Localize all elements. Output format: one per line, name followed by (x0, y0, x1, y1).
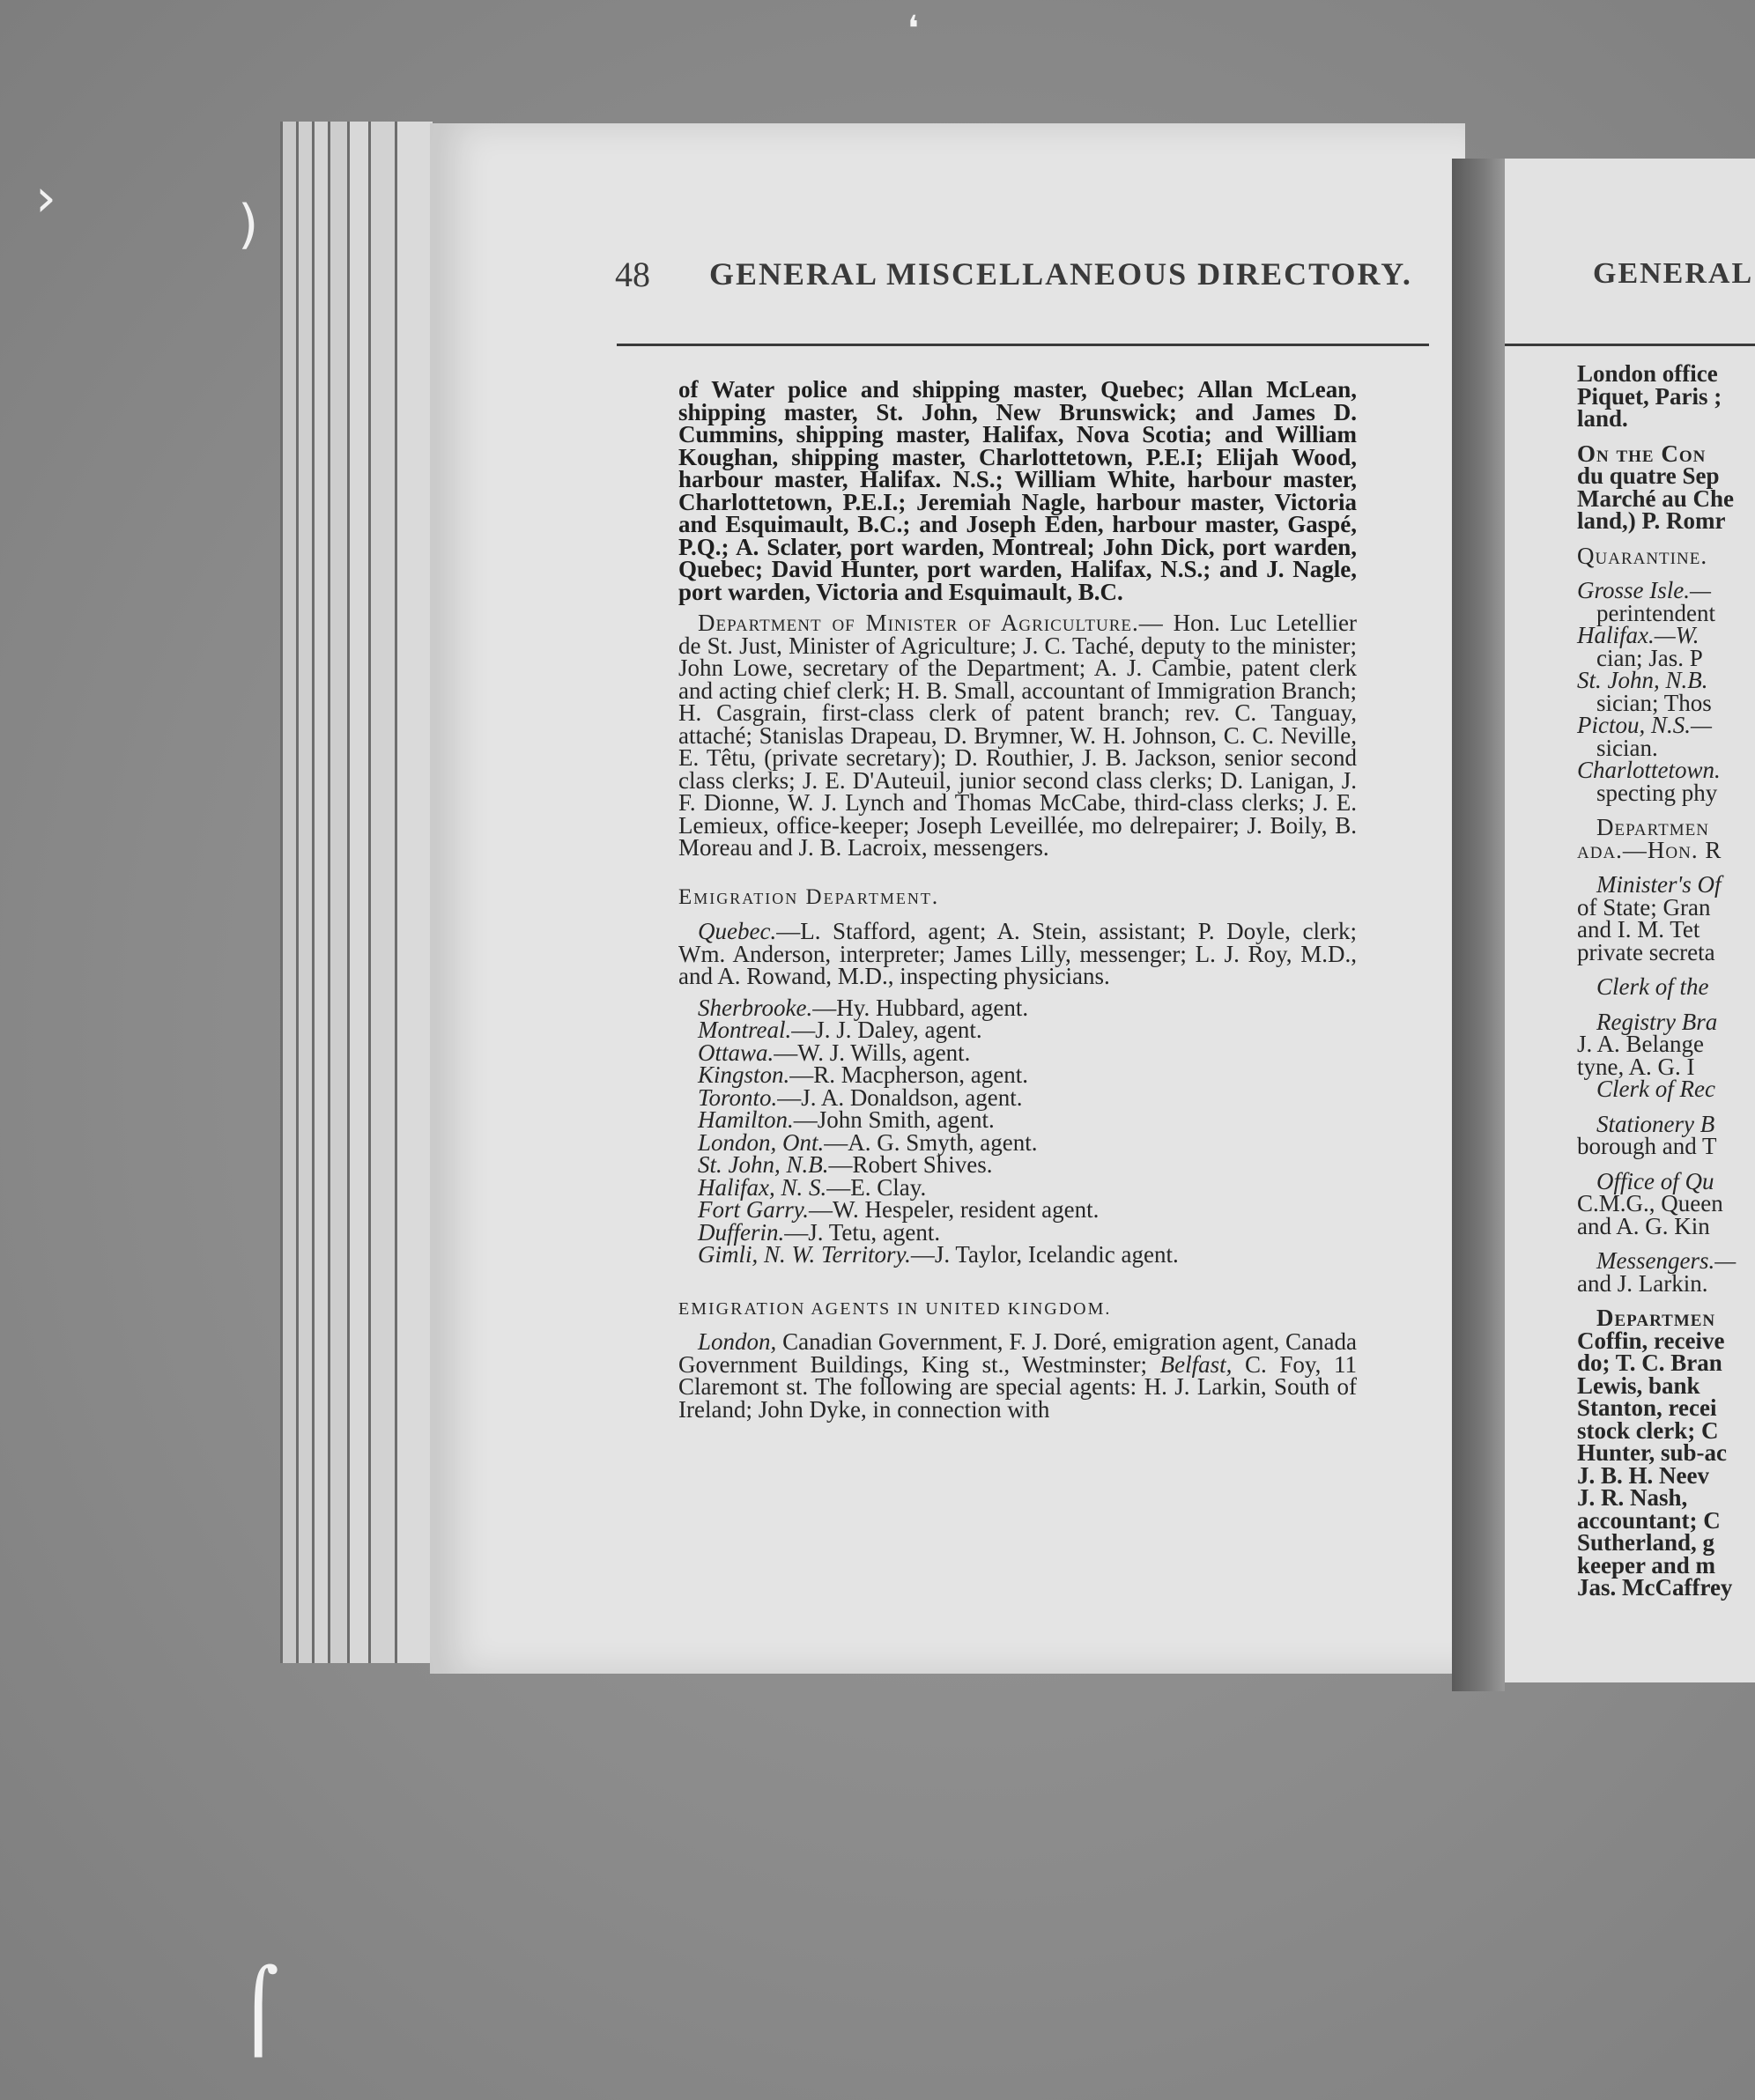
right-line: C.M.G., Queen (1577, 1190, 1723, 1216)
header-rule (617, 344, 1429, 346)
paragraph-agriculture (678, 612, 1357, 860)
list-item: London, Ont.—A. G. Smyth, agent. (698, 1128, 1038, 1156)
right-column (1577, 360, 1755, 1601)
right-line: Charlottetown. (1577, 757, 1721, 783)
agriculture-body: Hon. Luc Letellier de St. Just, Minister of Agriculture; J. C. Taché, deputy to the minister; John Lowe, secretary of the Department; A. J. Cambie, patent clerk and acting chief clerk; H. B. Small, accountant of Immigration Branch; H. Casgrain, first-class clerk of patent branch; rev. C. Tanguay, attaché; Stanislas Drapeau, D. Brymner, W. H. Johnson, C. C. Neville, E. Têtu, (private secretary); D. Routhier, J. B. Jackson, senior second class clerks; J. E. D'Auteuil, junior second class clerks; D. Lanigan, J. F. Dionne, W. J. Lynch and Thomas McCabe, third-class clerks; J. E. Lemieux, office-keeper; Joseph Leveillée, mo delrepairer; J. Boily, B. Moreau and J. B. Lacroix, messengers. (678, 610, 1358, 861)
right-line: Lewis, bank (1577, 1372, 1700, 1399)
paragraph-london: London, Canadian Government, F. J. Doré, emigration agent, Canada Government Buildings, King st., Westminster; Belfast, C. Foy, 11 Claremont st. The following are special agents: H. J. Larkin, South of Ireland; John Dyke, in connection with (678, 1328, 1358, 1423)
right-line: Piquet, Paris ; (1577, 382, 1722, 410)
list-item: Hamilton.—John Smith, agent. (698, 1106, 995, 1133)
right-line: and A. G. Kin (1577, 1212, 1710, 1239)
right-line: sician. (1596, 734, 1658, 761)
scan-mark-icon: ⌠ (238, 1964, 279, 2057)
paragraph-gimli: Gimli, N. W. Territory.—J. Taylor, Icelandic agent. (698, 1241, 1179, 1268)
right-line: accountant; C (1577, 1506, 1721, 1534)
right-line: land,) P. Romr (1577, 507, 1726, 534)
list-item: Montreal.—J. J. Daley, agent. (698, 1017, 982, 1043)
right-line: specting phy (1596, 779, 1718, 806)
scan-mark-icon: ❛ (907, 9, 919, 49)
agriculture-heading: Department of Minister of Agriculture.— (698, 610, 1164, 636)
right-line: Messengers.— (1596, 1247, 1736, 1274)
list-item: Ottawa.—W. J. Wills, agent. (698, 1039, 971, 1066)
right-line: Quarantine. (1577, 542, 1708, 569)
right-header-rule (1505, 344, 1755, 346)
right-line: Office of Qu (1596, 1167, 1714, 1194)
right-line: Jas. McCaffrey (1577, 1574, 1733, 1601)
right-line: Registry Bra (1596, 1008, 1718, 1035)
running-head: GENERAL MISCELLANEOUS DIRECTORY. (709, 256, 1412, 292)
paragraph-quebec (678, 918, 1357, 989)
right-line: Clerk of the (1596, 973, 1709, 1000)
list-item: Sherbrooke.—Hy. Hubbard, agent. (698, 994, 1029, 1021)
right-line: keeper and m (1577, 1551, 1716, 1579)
agent-list (678, 994, 1357, 1246)
right-line: Grosse Isle.— (1577, 577, 1711, 603)
right-line: du quatre Sep (1577, 462, 1720, 489)
gutter-shadow (1452, 159, 1505, 1691)
right-line: Stationery B (1596, 1110, 1715, 1137)
right-line: perintendent (1596, 599, 1715, 626)
right-line: Hunter, sub-ac (1577, 1439, 1728, 1466)
list-item: Kingston.—R. Macpherson, agent. (698, 1061, 1028, 1088)
scan-mark-icon: ) (238, 194, 259, 255)
right-line: private secreta (1577, 938, 1715, 965)
right-line: Sutherland, g (1577, 1529, 1715, 1556)
list-item: Toronto.—J. A. Donaldson, agent. (698, 1083, 1023, 1111)
right-line: Departmen (1596, 814, 1710, 840)
right-line: land. (1577, 405, 1628, 432)
right-line: Coffin, receive (1577, 1327, 1725, 1354)
paragraph-water-police: of Water police and shipping master, Quebec; Allan McLean, shipping master, St. John, New Brunswick; and James D. Cummins, shipping master, Halifax, Nova Scotia; and William Koughan, shipping master, Charlottetown, P.E.I; Elijah Wood, harbour master, Halifax. N.S.; William White, harbour master, Charlottetown, P.E.I.; Jeremiah Nagle, harbour master, Victoria and Esquimault, B.C.; and Joseph Eden, harbour master, Gaspé, P.Q.; A. Sclater, port warden, Montreal; John Dick, port warden, Quebec; David Hunter, port warden, Halifax, N.S.; and J. Nagle, port warden, Victoria and Esquimault, B.C. (678, 376, 1357, 605)
right-line: J. R. Nash, (1577, 1484, 1688, 1511)
right-running-head: GENERAL (1593, 257, 1754, 290)
quebec-body: —L. Stafford, agent; A. Stein, assistant; P. Doyle, clerk; Wm. Anderson, interpreter; James Lilly, messenger; L. J. Roy, M.D., and A. Rowand, M.D., inspecting physicians. (678, 918, 1357, 989)
right-line: sician; Thos (1596, 689, 1712, 716)
right-line: Minister's Of (1596, 871, 1722, 898)
right-line: Stanton, recei (1577, 1394, 1717, 1421)
right-line: J. B. H. Neev (1577, 1461, 1709, 1489)
list-item: Halifax, N. S.—E. Clay. (698, 1173, 927, 1201)
page-edges (280, 122, 430, 1663)
quebec-place: Quebec. (698, 918, 777, 944)
right-line: do; T. C. Bran (1577, 1349, 1722, 1376)
right-page (1505, 159, 1755, 1682)
right-line: cian; Jas. P (1596, 644, 1703, 671)
right-line: borough and T (1577, 1133, 1717, 1159)
scan-mark-icon: › (35, 167, 56, 229)
right-line: stock clerk; C (1577, 1416, 1719, 1444)
emigration-heading: Emigration Department. (678, 884, 940, 909)
list-item: St. John, N.B.—Robert Shives. (698, 1151, 993, 1178)
right-line: J. A. Belange (1577, 1031, 1704, 1057)
right-line: St. John, N.B. (1577, 667, 1708, 693)
right-line: Pictou, N.S.— (1577, 712, 1712, 738)
right-line: tyne, A. G. I (1577, 1053, 1695, 1080)
right-line: and J. Larkin. (1577, 1269, 1708, 1297)
right-line: Departmen (1596, 1305, 1716, 1331)
right-line: and I. M. Tet (1577, 916, 1700, 943)
right-line: ada.—Hon. R (1577, 836, 1722, 863)
left-column (678, 376, 1358, 1430)
list-item: Dufferin.—J. Tetu, agent. (698, 1218, 941, 1246)
page-number: 48 (615, 255, 650, 294)
right-line: Clerk of Rec (1596, 1076, 1715, 1102)
right-line: Marché au Che (1577, 484, 1734, 512)
right-line: Halifax.—W. (1577, 622, 1699, 648)
right-line: London office (1577, 360, 1718, 387)
right-line: of State; Gran (1577, 893, 1711, 921)
list-item: Fort Garry.—W. Hespeler, resident agent. (698, 1196, 1100, 1223)
uk-agents-heading: EMIGRATION AGENTS IN UNITED KINGDOM. (678, 1298, 1112, 1319)
right-line: On the Con (1577, 440, 1707, 467)
